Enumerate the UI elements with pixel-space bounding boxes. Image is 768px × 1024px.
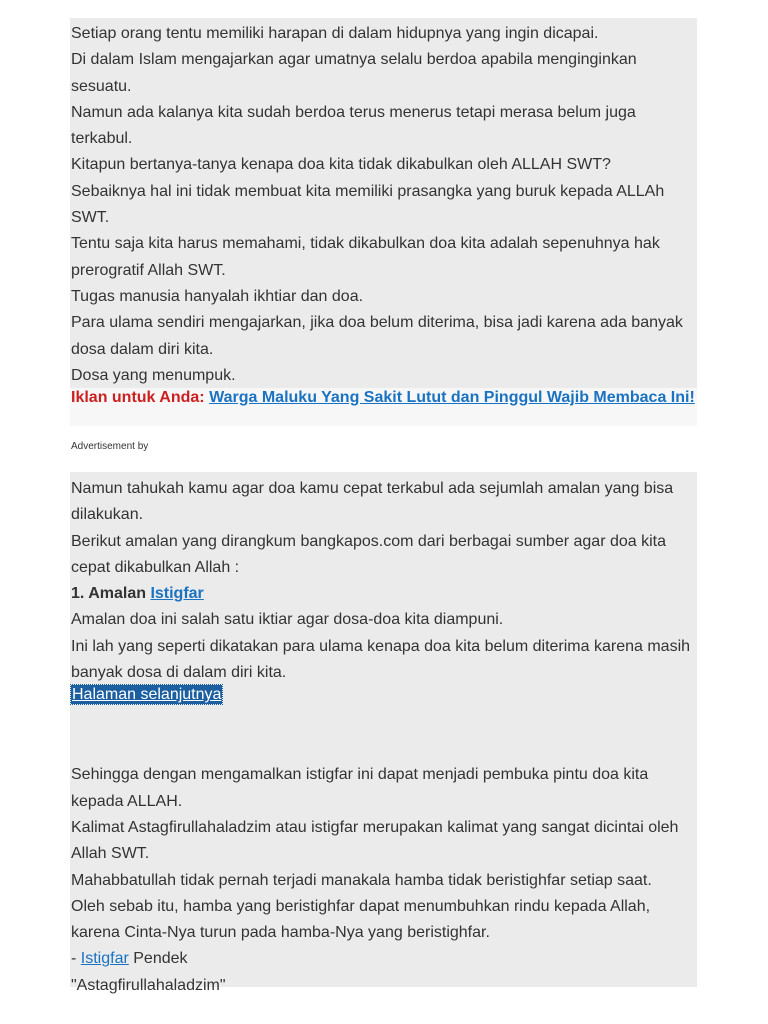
istigfar-tag-link[interactable]: Istigfar	[80, 950, 129, 968]
paragraph: Sehingga dengan mengamalkan istigfar ini dapat menjadi pembuka pintu doa kita kepada ALLAH.	[71, 766, 649, 810]
article-section-2	[70, 472, 697, 994]
ad-attribution: Advertisement by	[71, 441, 149, 452]
paragraph: Ini lah yang seperti dikatakan para ulama kenapa doa kita belum diterima karena masih banyak dosa di dalam diri kita.	[71, 637, 691, 682]
paragraph: Namun ada kalanya kita sudah berdoa terus menerus tetapi merasa belum juga terkabul.	[71, 103, 636, 148]
paragraph: Kitapun bertanya-tanya kenapa doa kita tidak dikabulkan oleh ALLAH SWT?	[71, 156, 611, 174]
paragraph: Setiap orang tentu memiliki harapan di dalam hidupnya yang ingin dicapai.	[71, 25, 599, 42]
quote: "Astagfirullahaladzim"	[71, 976, 226, 994]
paragraph: Mahabbatullah tidak pernah terjadi manakala hamba tidak beristighfar setiap saat.	[71, 871, 652, 889]
next-page-row	[70, 686, 697, 708]
sponsored-ad	[70, 388, 697, 426]
ad-link[interactable]: Warga Maluku Yang Sakit Lutut dan Pinggul Wajib Membaca Ini!	[209, 389, 695, 406]
paragraph: Tugas manusia hanyalah ikhtiar dan doa.	[71, 287, 364, 305]
paragraph: Sebaiknya hal ini tidak membuat kita memiliki prasangka yang buruk kepada ALLAh SWT.	[71, 182, 665, 227]
heading-prefix: 1. Amalan	[71, 585, 151, 603]
paragraph: Kalimat Astagfirullahaladzim atau istigfar merupakan kalimat yang sangat dicintai oleh Allah SWT.	[71, 818, 679, 863]
paragraph: Berikut amalan yang dirangkum bangkapos.com dari berbagai sumber agar doa kita cepat dikabulkan Allah :	[71, 532, 667, 576]
list-suffix: Pendek	[128, 950, 188, 968]
article-section-1	[70, 18, 697, 388]
paragraph: Dosa yang menumpuk.	[71, 366, 236, 384]
paragraph: Para ulama sendiri mengajarkan, jika doa belum diterima, bisa jadi karena ada banyak dosa dalam diri kita.	[71, 314, 683, 358]
next-page-link[interactable]: Halaman selanjutnya	[72, 686, 222, 704]
istigfar-link[interactable]: Istigfar	[150, 585, 204, 603]
paragraph: Oleh sebab itu, hamba yang beristighfar dapat menumbuhkan rindu kepada Allah, karena Cinta-Nya turun pada hamba-Nya yang beristighfar.	[71, 897, 651, 942]
list-item	[70, 946, 697, 972]
section-heading	[70, 581, 697, 607]
paragraph: Amalan doa ini salah satu iktiar agar dosa-doa kita diampuni.	[71, 611, 504, 629]
list-prefix: -	[71, 950, 81, 968]
spacer	[70, 708, 697, 762]
paragraph: Tentu saja kita harus memahami, tidak dikabulkan doa kita adalah sepenuhnya hak prerogratif Allah SWT.	[71, 235, 660, 279]
ad-lead-label: Iklan untuk Anda:	[71, 389, 205, 406]
paragraph: Namun tahukah kamu agar doa kamu cepat terkabul ada sejumlah amalan yang bisa dilakukan.	[71, 480, 674, 524]
paragraph: Di dalam Islam mengajarkan agar umatnya selalu berdoa apabila menginginkan sesuatu.	[71, 51, 637, 95]
